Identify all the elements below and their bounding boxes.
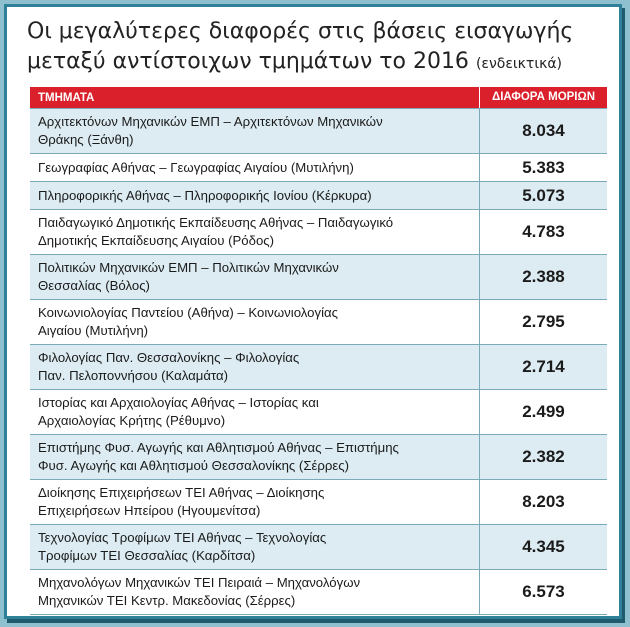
department-pair-line-2: Αιγαίου (Μυτιλήνη) [38, 323, 149, 338]
department-pair [30, 525, 479, 569]
header-difference: ΔΙΑΦΟΡΑ ΜΟΡΙΩΝ [479, 87, 607, 108]
header-departments: ΤΜΗΜΑΤΑ [38, 91, 95, 104]
points-difference: 4.783 [479, 210, 607, 254]
department-pair-line-1: Φιλολογίας Παν. Θεσσαλονίκης – Φιλολογίας [38, 350, 300, 365]
table-row [30, 299, 607, 344]
points-difference: 2.382 [479, 435, 607, 479]
department-pair-line-1: Αρχιτεκτόνων Μηχανικών ΕΜΠ – Αρχιτεκτόνων Μηχανικών [38, 114, 383, 129]
department-pair-line-2: Φυσ. Αγωγής και Αθλητισμού Θεσσαλονίκης (Σέρρες) [38, 458, 349, 473]
department-pair [30, 300, 479, 344]
infographic-frame [4, 4, 622, 619]
table-row [30, 254, 607, 299]
table-row [30, 524, 607, 569]
department-pair-line-2: Θεσσαλίας (Βόλος) [38, 278, 150, 293]
department-pair-line-1: Γεωγραφίας Αθήνας – Γεωγραφίας Αιγαίου (Μυτιλήνη) [38, 159, 354, 175]
table-row [30, 344, 607, 389]
table-row [30, 569, 607, 614]
points-difference: 2.499 [479, 390, 607, 434]
points-difference: 8.203 [479, 480, 607, 524]
table-row [30, 389, 607, 434]
department-pair-line-1: Πολιτικών Μηχανικών ΕΜΠ – Πολιτικών Μηχανικών [38, 260, 339, 275]
department-pair-line-1: Διοίκησης Επιχειρήσεων ΤΕΙ Αθήνας – Διοίκησης [38, 485, 325, 500]
points-difference: 4.345 [479, 525, 607, 569]
table-header [30, 87, 607, 108]
points-difference: 2.714 [479, 345, 607, 389]
department-pair [30, 255, 479, 299]
points-difference: 5.073 [479, 182, 607, 209]
department-pair-line-2: Τροφίμων ΤΕΙ Θεσσαλίας (Καρδίτσα) [38, 548, 256, 563]
department-pair-line-2: Επιχειρήσεων Ηπείρου (Ηγουμενίτσα) [38, 503, 261, 518]
department-pair [30, 109, 479, 153]
department-pair [30, 435, 479, 479]
department-pair [30, 570, 479, 614]
department-pair-line-1: Τεχνολογίας Τροφίμων ΤΕΙ Αθήνας – Τεχνολογίας [38, 530, 327, 545]
points-difference: 5.383 [479, 154, 607, 181]
department-pair-line-2: Θράκης (Ξάνθη) [38, 132, 134, 147]
table-body [30, 108, 607, 615]
table-row [30, 209, 607, 254]
department-pair-line-1: Παιδαγωγικό Δημοτικής Εκπαίδευσης Αθήνας – Παιδαγωγικό [38, 215, 394, 230]
differences-table [30, 87, 607, 615]
department-pair-line-2: Δημοτικής Εκπαίδευσης Αιγαίου (Ρόδος) [38, 233, 275, 248]
table-row [30, 181, 607, 209]
department-pair [30, 345, 479, 389]
title-line-2 [27, 47, 617, 79]
title-line-1: Οι μεγαλύτερες διαφορές στις βάσεις εισαγωγής [27, 19, 574, 44]
department-pair-line-1: Πληροφορικής Αθήνας – Πληροφορικής Ιονίου (Κέρκυρα) [38, 187, 372, 203]
points-difference: 8.034 [479, 109, 607, 153]
page-title [27, 17, 617, 79]
department-pair-line-2: Μηχανικών ΤΕΙ Κεντρ. Μακεδονίας (Σέρρες) [38, 593, 296, 608]
department-pair [30, 182, 479, 209]
department-pair [30, 210, 479, 254]
points-difference: 2.388 [479, 255, 607, 299]
department-pair-line-1: Μηχανολόγων Μηχανικών ΤΕΙ Πειραιά – Μηχανολόγων [38, 575, 361, 590]
department-pair [30, 154, 479, 181]
points-difference: 2.795 [479, 300, 607, 344]
department-pair-line-2: Αρχαιολογίας Κρήτης (Ρέθυμνο) [38, 413, 226, 428]
table-row [30, 108, 607, 153]
table-row [30, 434, 607, 479]
department-pair-line-1: Κοινωνιολογίας Παντείου (Αθήνα) – Κοινωνιολογίας [38, 305, 339, 320]
department-pair-line-1: Ιστορίας και Αρχαιολογίας Αθήνας – Ιστορίας και [38, 395, 319, 410]
department-pair-line-2: Παν. Πελοποννήσου (Καλαμάτα) [38, 368, 229, 383]
department-pair-line-1: Επιστήμης Φυσ. Αγωγής και Αθλητισμού Αθήνας – Επιστήμης [38, 440, 399, 455]
points-difference: 6.573 [479, 570, 607, 614]
title-line-2-text: μεταξύ αντίστοιχων τμημάτων το 2016 [27, 49, 469, 74]
department-pair [30, 480, 479, 524]
table-row [30, 153, 607, 181]
department-pair [30, 390, 479, 434]
title-note: (ενδεικτικά) [475, 56, 563, 72]
table-row [30, 479, 607, 524]
